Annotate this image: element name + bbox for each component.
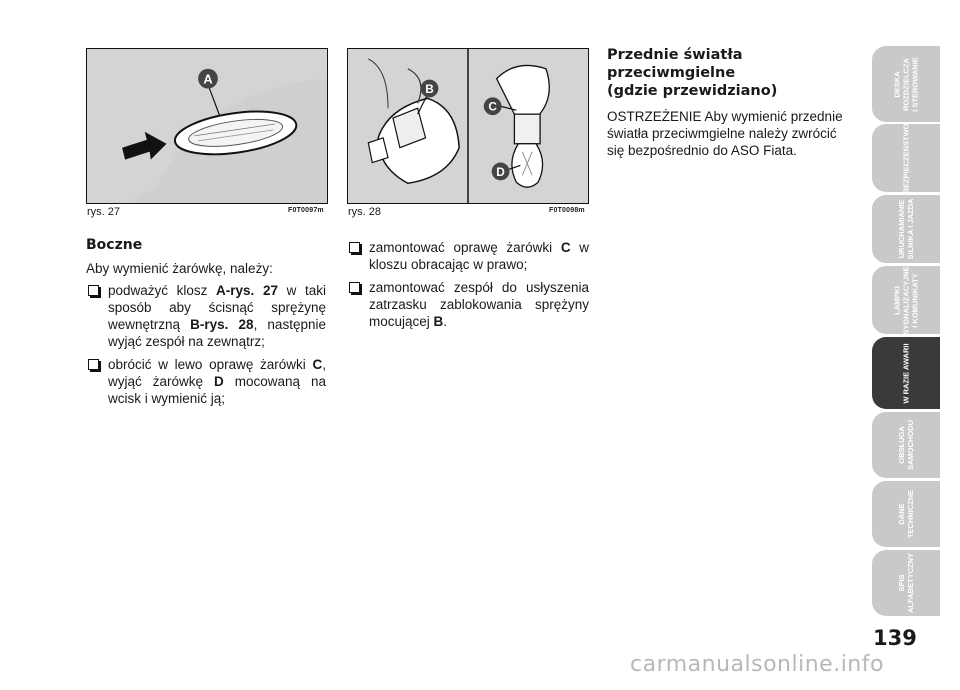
bullet-item <box>86 282 326 350</box>
bullet-text: obrócić w lewo oprawę żarówki <box>108 357 313 372</box>
tab-bezpieczenstwo[interactable] <box>872 124 940 192</box>
tab-spis-alfabetyczny[interactable] <box>872 550 940 616</box>
intro-text: Aby wymienić żarówkę, należy: <box>86 261 273 276</box>
watermark[interactable]: carmanualsonline.info <box>630 652 884 677</box>
tab-label: OBSŁUGA SAMOCHODU <box>897 420 915 470</box>
side-lamp-illustration <box>87 49 327 203</box>
bullet-text: , następnie wyjąć zespół na zewnątrz; <box>108 317 326 349</box>
callout-a: A <box>203 71 213 87</box>
tab-label: DESKA ROZDZIELCZA I STEROWANIE <box>892 56 920 112</box>
bullet-text: zamontować zespół do usłyszenia zatrzasku zablokowania sprężyny mocującej <box>369 280 589 329</box>
heading-line: Przednie światła <box>607 47 743 63</box>
figure-27 <box>86 48 328 204</box>
tab-dane-techniczne[interactable] <box>872 481 940 547</box>
bullet-item <box>347 239 589 273</box>
tab-label: SPIS ALFABETYCZNY <box>897 553 915 613</box>
tab-uruchamianie[interactable] <box>872 195 940 263</box>
tab-lampki[interactable] <box>872 266 940 334</box>
bullet-item <box>347 279 589 330</box>
figure-27-caption: rys. 27 <box>87 206 121 218</box>
figure-27-code: F0T0097m <box>288 207 324 214</box>
heading-line: przeciwmgielne <box>607 65 736 81</box>
section-heading-fog-lights <box>607 46 847 100</box>
bullet-ref: C <box>560 240 571 255</box>
bullet-text: zamontować oprawę żarówki <box>369 240 561 255</box>
column-reassembly <box>347 239 589 336</box>
figure-28-caption: rys. 28 <box>348 206 382 218</box>
bullet-text: w taki sposób aby ścisnąć sprężynę wewnętrzną <box>108 283 326 332</box>
bulb-removal-illustration <box>348 49 588 203</box>
tab-deska-rozdzielcza[interactable] <box>872 46 940 122</box>
page-number: 139 <box>873 626 917 650</box>
tab-label: DANE TECHNICZNE <box>897 489 915 539</box>
bullet-ref: C <box>312 357 323 372</box>
tab-label: W RAZIE AWARII <box>901 342 911 404</box>
bullet-ref: B-rys. 28 <box>190 317 254 332</box>
bullet-item <box>86 356 326 407</box>
heading-line: (gdzie przewidziano) <box>607 83 778 99</box>
callout-c: C <box>488 99 497 114</box>
tab-obsluga[interactable] <box>872 412 940 478</box>
bullet-ref: A-rys. 27 <box>216 283 278 298</box>
bullet-ref: D <box>213 374 224 389</box>
bullet-text: , wyjąć żarówkę <box>108 357 326 389</box>
tab-label: URUCHAMIANIE SILNIKA I JAZDA <box>897 198 915 260</box>
tab-label: BEZPIECZEŃSTWO <box>901 122 911 193</box>
column-side-lights <box>86 237 326 413</box>
callout-b: B <box>425 81 434 96</box>
figure-28 <box>347 48 589 204</box>
bullet-text: . <box>443 314 448 329</box>
tab-w-razie-awarii[interactable] <box>872 337 940 409</box>
section-heading-boczne: Boczne <box>86 237 143 253</box>
callout-d: D <box>496 164 505 179</box>
bullet-ref: B <box>433 314 444 329</box>
bullet-text: mocowaną na wcisk i wymienić ją; <box>108 374 326 406</box>
bullet-text: podważyć klosz <box>108 283 217 298</box>
figure-28-code: F0T0098m <box>549 207 585 214</box>
warning-text: OSTRZEŻENIE Aby wymienić przednie światła przeciwmgielne należy zwrócić się bezpośrednio do ASO Fiata. <box>607 109 843 158</box>
bullet-text: w kloszu obracając w prawo; <box>369 240 590 272</box>
tab-label: LAMPKI SYGNALIZACYJNE I KOMUNIKATY <box>892 265 920 335</box>
